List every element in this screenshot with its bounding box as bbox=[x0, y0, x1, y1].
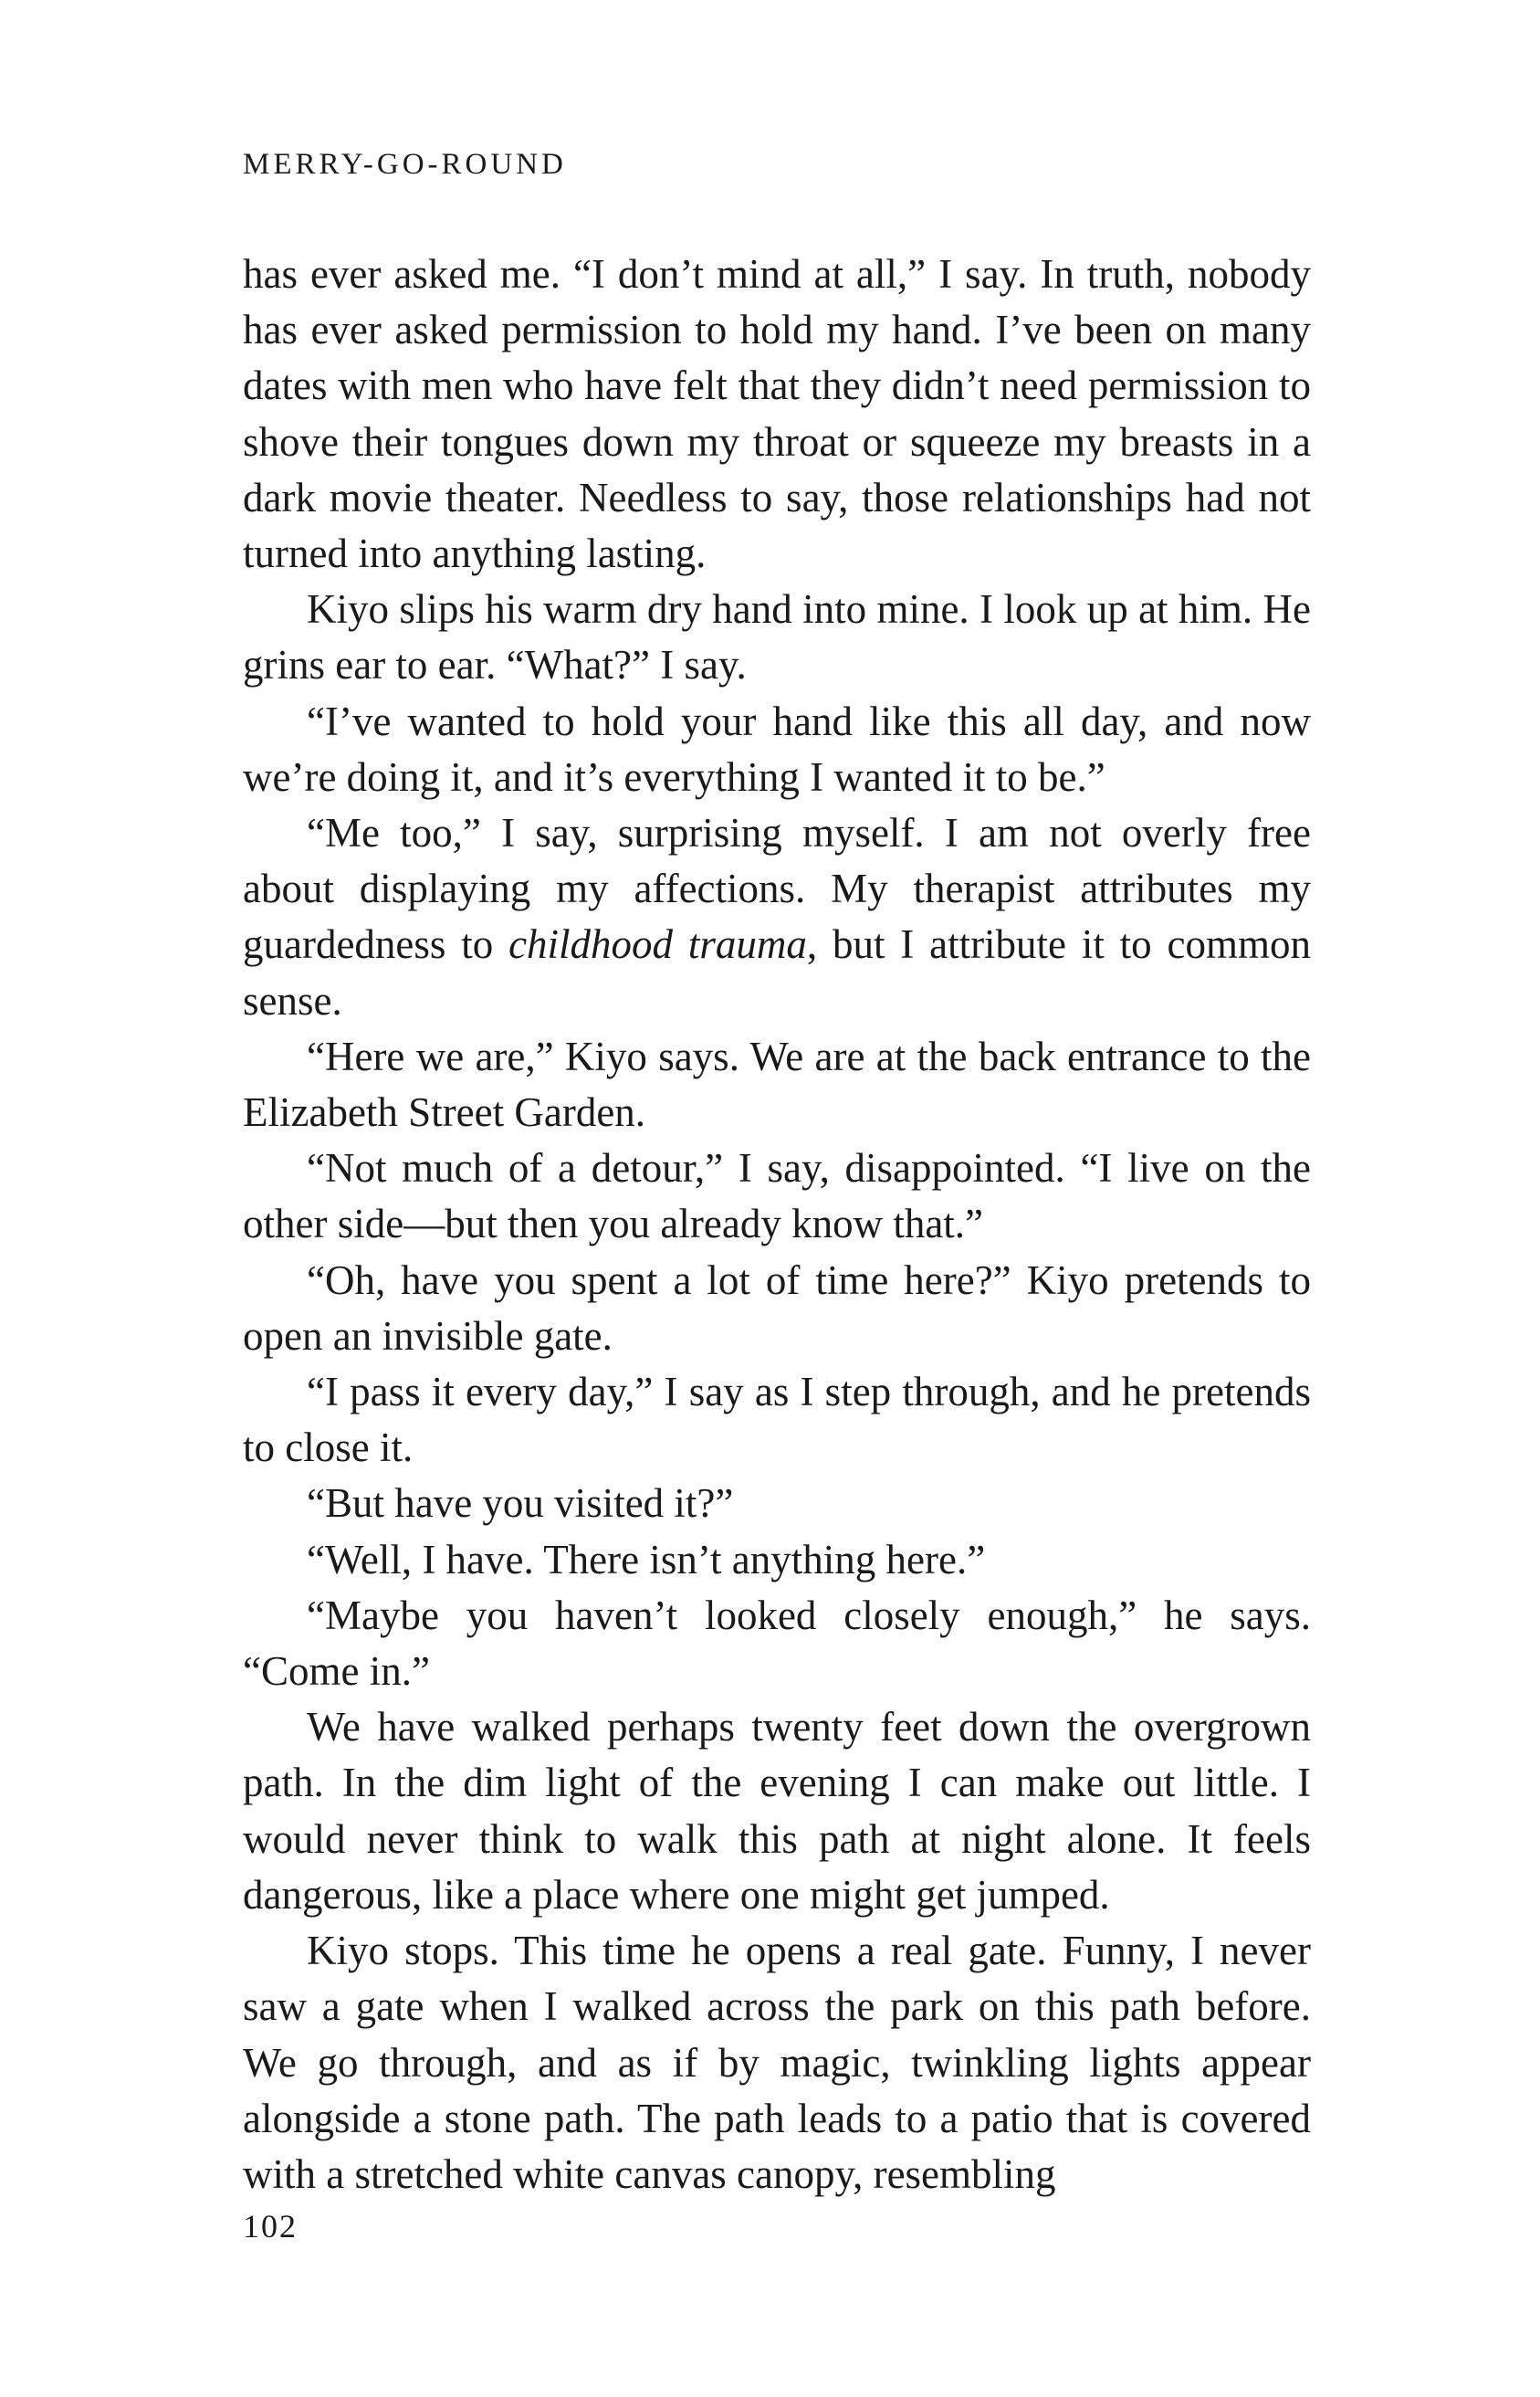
paragraph: “But have you visited it?” bbox=[307, 1480, 734, 1527]
paragraph bbox=[243, 805, 1311, 1029]
paragraph: Kiyo stops. This time he opens a real gate. Funny, I never saw a gate when I walked across the park on this path before. We go through, and as if by magic, twinkling lights appear alongside a stone path. The path leads to a patio that is covered with a stretched white canvas canopy, resembling bbox=[243, 1928, 1311, 2197]
paragraph-text: “Me too,” I say, surprising myself. I am not overly free about displaying my affections. My therapist attributes my guardedness to bbox=[243, 810, 1311, 968]
paragraph: “Well, I have. There isn’t anything here.” bbox=[307, 1536, 986, 1582]
paragraph: “Oh, have you spent a lot of time here?” Kiyo pretends to open an invisible gate. bbox=[243, 1256, 1311, 1359]
paragraph: Kiyo slips his warm dry hand into mine. I look up at him. He grins ear to ear. “What?” I say. bbox=[243, 586, 1311, 689]
paragraph: We have walked perhaps twenty feet down the overgrown path. In the dim light of the evening I can make out little. I would never think to walk this path at night alone. It feels dangerous, like a place where one might get jumped. bbox=[243, 1704, 1311, 1918]
paragraph: “I’ve wanted to hold your hand like this all day, and now we’re doing it, and it’s everything I wanted it to be.” bbox=[243, 698, 1311, 800]
paragraph: “Here we are,” Kiyo says. We are at the back entrance to the Elizabeth Street Garden. bbox=[243, 1033, 1311, 1136]
page-number: 102 bbox=[243, 2208, 298, 2245]
paragraph: has ever asked me. “I don’t mind at all,” I say. In truth, nobody has ever asked permission to hold my hand. I’ve been on many dates with men who have felt that they didn’t need permission to shove their tongues down my throat or squeeze my breasts in a dark movie theater. Needless to say, those relationships had not turned into anything lasting. bbox=[243, 251, 1311, 577]
italic-phrase: childhood trauma bbox=[508, 921, 807, 968]
paragraph: “Maybe you haven’t looked closely enough,” he says. “Come in.” bbox=[243, 1592, 1311, 1695]
paragraph: “I pass it every day,” I say as I step through, and he pretends to close it. bbox=[243, 1369, 1311, 1471]
body-text bbox=[243, 247, 1311, 2203]
paragraph: “Not much of a detour,” I say, disappointed. “I live on the other side—but then you already know that.” bbox=[243, 1145, 1311, 1247]
running-head: MERRY-GO-ROUND bbox=[243, 148, 567, 181]
paragraph-text: , but I attribute it to common sense. bbox=[243, 921, 1311, 1024]
